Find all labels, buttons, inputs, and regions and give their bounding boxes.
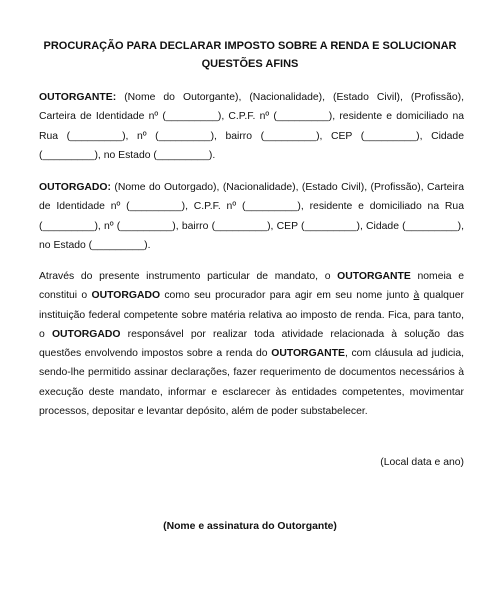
mandate-paragraph [39, 267, 464, 421]
mandate-text-5: responsável por realizar toda atividade relacionada à solução das questões envolvendo impostos sobre a renda do [39, 328, 464, 360]
outorgado-paragraph [39, 178, 464, 255]
mandate-outorgante-1: OUTORGANTE [337, 271, 411, 282]
mandate-outorgante-2: OUTORGANTE [271, 348, 345, 360]
mandate-text-1: Através do presente instrumento particular de mandato, o [39, 271, 338, 282]
mandate-text-3: como seu procurador para agir em seu nome junto [160, 290, 414, 302]
outorgante-label: OUTORGANTE: [39, 92, 117, 103]
outorgado-label: OUTORGADO: [39, 182, 111, 193]
document-title [30, 37, 470, 73]
title-line-2: QUESTÕES AFINS [201, 58, 299, 70]
title-line-1: PROCURAÇÃO PARA DECLARAR IMPOSTO SOBRE A RENDA E SOLUCIONAR [43, 40, 457, 52]
mandate-text-4: qualquer instituição federal competente sobre matéria relativa ao imposto de renda. Fica, para tanto, o [39, 290, 464, 340]
mandate-underlined-a: à [413, 290, 420, 302]
mandate-outorgado-2: OUTORGADO [51, 328, 121, 340]
outorgante-text: (Nome do Outorgante), (Nacionalidade), (Estado Civil), (Profissão), Carteira de Identidade nº (_________), C.P.F. nº (_________), residente e domiciliado na Rua (_________), nº (_________), bairro (_________), CEP (_________), Cidade (_________), no Estado (_________). [39, 92, 464, 161]
signature-line: (Nome e assinatura do Outorgante) [163, 521, 337, 532]
mandate-text-6: , com cláusula ad judicia, sendo-lhe permitido assinar declarações, fazer requerimento de documentos necessários à execução deste mandato, informar e esclarecer às entidades competentes, movimentar processos, depositar e levantar depósito, além de poder substabelecer. [39, 348, 465, 418]
mandate-text-2: nomeia e constitui o [39, 271, 464, 302]
mandate-outorgado-1: OUTORGADO [91, 290, 161, 302]
place-date-line: (Local data e ano) [380, 457, 464, 468]
outorgado-text: (Nome do Outorgado), (Nacionalidade), (Estado Civil), (Profissão), Carteira de Identidade nº (_________), C.P.F. nº (_________), residente e domiciliado na Rua (_________), nº (_________), bairro (_________), CEP (_________), Cidade (_________), no Estado (_________). [39, 182, 464, 251]
outorgante-paragraph [39, 88, 464, 165]
